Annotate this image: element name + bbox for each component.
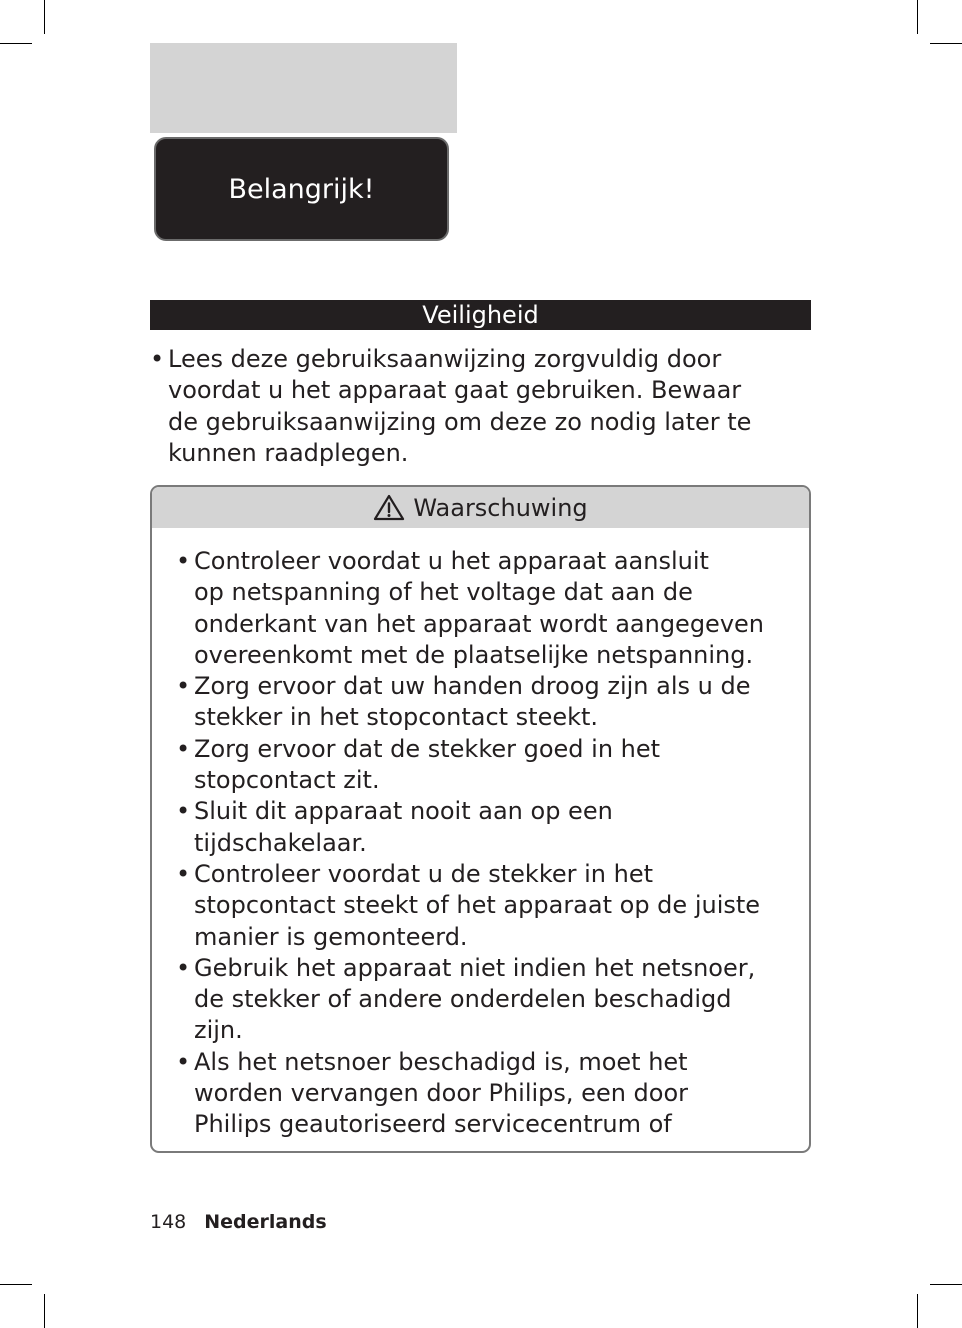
text-line: onderkant van het apparaat wordt aangegeven [194, 609, 764, 638]
crop-mark-top-left-h [0, 43, 32, 44]
intro-list [150, 344, 811, 469]
text-line: tijdschakelaar. [194, 828, 367, 857]
text-line: stopcontact zit. [194, 766, 380, 795]
footer-language: Nederlands [204, 1211, 327, 1233]
chapter-tab-label: Belangrijk! [154, 137, 449, 241]
warning-list-item [176, 796, 796, 859]
bullet: • [176, 797, 191, 826]
crop-mark-bottom-right-h [930, 1284, 962, 1285]
warning-triangle-icon [373, 494, 405, 521]
warning-box [150, 485, 811, 1153]
warning-list-item [176, 859, 796, 953]
warning-list-item [176, 1047, 796, 1141]
bullet: • [176, 672, 191, 701]
text-line: kunnen raadplegen. [168, 438, 409, 467]
text-line: Sluit dit apparaat nooit aan op een [194, 797, 613, 826]
bullet: • [176, 1047, 191, 1076]
warning-header [152, 487, 809, 528]
section-heading: Veiligheid [150, 300, 811, 330]
text-line: Gebruik het apparaat niet indien het netsnoer, [194, 953, 756, 982]
bullet: • [150, 345, 165, 373]
crop-mark-bottom-right-v [917, 1294, 918, 1328]
crop-mark-top-right-h [930, 43, 962, 44]
warning-list-item [176, 953, 796, 1047]
text-line: manier is gemonteerd. [194, 922, 468, 951]
warning-list-item [176, 546, 796, 671]
intro-list-item [150, 344, 811, 469]
chapter-tab-background [150, 43, 457, 133]
bullet: • [176, 953, 191, 982]
text-line: Controleer voordat u het apparaat aansluit [194, 547, 709, 575]
text-line: zijn. [194, 1016, 243, 1045]
text-line: Philips geautoriseerd servicecentrum of [194, 1110, 672, 1139]
text-line: Als het netsnoer beschadigd is, moet het [194, 1047, 688, 1076]
text-line: stopcontact steekt of het apparaat op de juiste [194, 891, 761, 920]
chapter-tab [150, 133, 457, 249]
warning-list [176, 546, 796, 1141]
crop-mark-top-left-v [44, 0, 45, 34]
text-line: Zorg ervoor dat de stekker goed in het [194, 734, 661, 763]
crop-mark-bottom-left-v [44, 1294, 45, 1328]
text-line: de stekker of andere onderdelen beschadigd [194, 985, 732, 1014]
crop-mark-top-right-v [917, 0, 918, 34]
text-line: Controleer voordat u de stekker in het [194, 859, 654, 888]
bullet: • [176, 547, 191, 575]
text-line: op netspanning of het voltage dat aan de [194, 578, 693, 607]
page-number: 148 [150, 1211, 187, 1233]
crop-mark-bottom-left-h [0, 1284, 32, 1285]
page-footer [150, 1211, 327, 1233]
bullet: • [176, 859, 191, 888]
text-line: stekker in het stopcontact steekt. [194, 703, 599, 732]
warning-list-item [176, 671, 796, 734]
text-line: voordat u het apparaat gaat gebruiken. Bewaar [168, 376, 742, 405]
warning-list-item [176, 734, 796, 797]
text-line: de gebruiksaanwijzing om deze zo nodig later te [168, 407, 752, 436]
text-line: Zorg ervoor dat uw handen droog zijn als u de [194, 672, 751, 701]
text-line: overeenkomt met de plaatselijke netspanning. [194, 640, 754, 669]
text-line: worden vervangen door Philips, een door [194, 1079, 689, 1108]
warning-title: Waarschuwing [413, 493, 588, 522]
bullet: • [176, 734, 191, 763]
text-line: Lees deze gebruiksaanwijzing zorgvuldig door [168, 345, 722, 373]
